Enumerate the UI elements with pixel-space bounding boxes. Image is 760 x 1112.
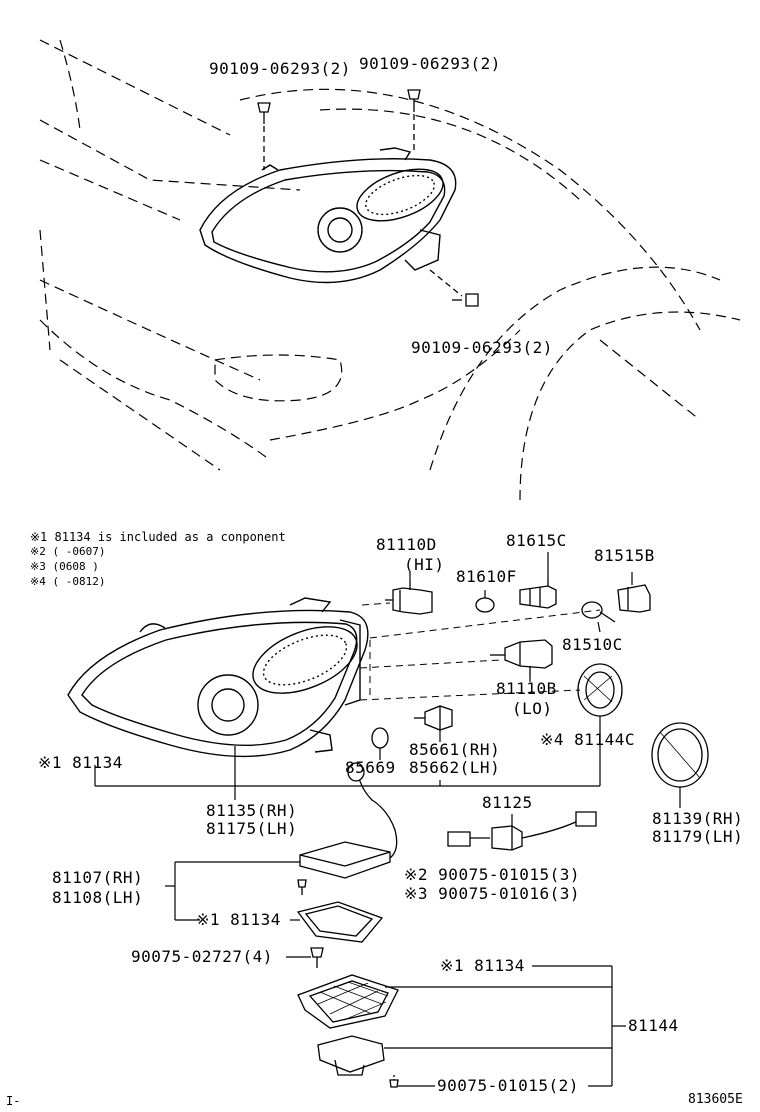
low-beam-bulb-icon: [490, 640, 552, 678]
note-1: ※1 81134 is included as a conponent: [30, 530, 286, 544]
label-85661: 85661(RH): [409, 740, 501, 759]
cap-81139-icon: [652, 723, 708, 787]
label-90075-01015-bottom: 90075-01015(2): [437, 1076, 579, 1095]
note-3: ※3 (0608 ): [30, 560, 99, 573]
label-81139: 81139(RH): [652, 809, 744, 828]
label-81110d-sub: (HI): [404, 555, 445, 574]
label-81144c: ※4 81144C: [540, 730, 635, 749]
gasket-81134-mid-icon: [298, 902, 382, 942]
ballast-81107-icon: [300, 763, 397, 878]
bolt-icon-left: [258, 103, 270, 170]
note-4: ※4 ( -0812): [30, 575, 106, 588]
cover-81144c-icon: [578, 664, 622, 716]
socket-81515b-icon: [618, 585, 650, 612]
screw-02727-icon: [311, 948, 323, 968]
bolt-icon-right: [408, 90, 420, 150]
drawing-id: 813605E: [688, 1092, 743, 1107]
small-bulb-81610f-icon: [476, 598, 494, 612]
label-81515b: 81515B: [594, 546, 655, 565]
label-81144: 81144: [628, 1016, 679, 1035]
label-81110d: 81110D: [376, 535, 437, 554]
label-bolt-right: 90109-06293(2): [359, 54, 501, 73]
label-81110b: 81110B: [496, 679, 557, 698]
ring-85669-icon: [372, 728, 388, 748]
label-81134-gasket: ※1 81134: [196, 910, 281, 929]
bolt-icon-lower: [430, 270, 478, 306]
label-81107: 81107(RH): [52, 868, 144, 887]
socket-81615c-icon: [520, 578, 556, 608]
headlamp-assembly-main: [68, 598, 368, 756]
footer-left-mark: I-: [6, 1094, 21, 1108]
label-81135: 81135(RH): [206, 801, 298, 820]
label-85669: 85669: [345, 758, 396, 777]
label-90075-01016: ※3 90075-01016(3): [404, 884, 581, 903]
label-90075-02727: 90075-02727(4): [131, 947, 273, 966]
label-81510c: 81510C: [562, 635, 623, 654]
label-85662: 85662(LH): [409, 758, 501, 777]
label-81134-unit: ※1 81134: [440, 956, 525, 975]
wire-harness-81125-icon: [448, 812, 596, 850]
label-bolt-lower: 90109-06293(2): [411, 338, 553, 357]
headlamp-assembly-top: [200, 148, 456, 283]
label-81108: 81108(LH): [52, 888, 144, 907]
label-81610f: 81610F: [456, 567, 517, 586]
label-bolt-left: 90109-06293(2): [209, 59, 351, 78]
bulb-85661-icon: [414, 706, 452, 730]
hi-beam-bulb-icon: [385, 582, 432, 614]
label-81179: 81179(LH): [652, 827, 744, 846]
label-81110b-sub: (LO): [512, 699, 553, 718]
label-81615c: 81615C: [506, 531, 567, 550]
label-90075-01015: ※2 90075-01015(3): [404, 865, 581, 884]
unit-81144-icon: [298, 975, 398, 1075]
note-2: ※2 ( -0607): [30, 545, 106, 558]
vehicle-body-outline: [40, 40, 740, 500]
screw-01015-bottom-icon: [390, 1075, 398, 1087]
label-81134-main: ※1 81134: [38, 753, 123, 772]
screw-ballast-icon: [298, 880, 306, 895]
label-81125: 81125: [482, 793, 533, 812]
label-81175: 81175(LH): [206, 819, 298, 838]
